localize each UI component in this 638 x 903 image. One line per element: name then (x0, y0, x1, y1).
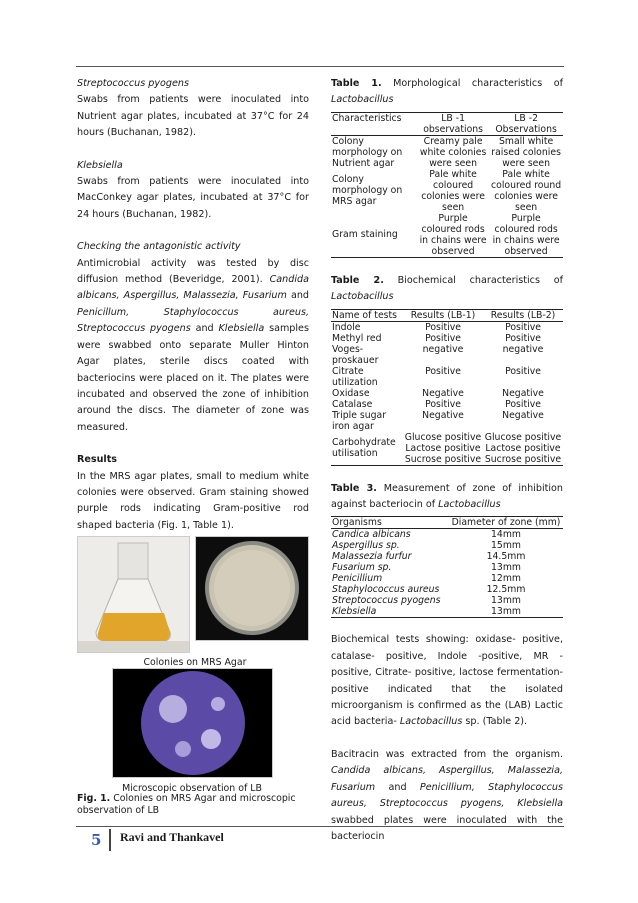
results-heading: Results (77, 454, 118, 466)
table3-header: Organisms (331, 517, 449, 529)
bottom-rule (76, 826, 564, 827)
table-row: Aspergillus sp. 15mm (332, 540, 521, 552)
table-row: Triple sugar iron agar Negative Negative (332, 409, 544, 432)
results-paragraph: In the MRS agar plates, small to medium white colonies were observed. Gram staining showed purple rods indicating Gram-positive rod shaped bacteria (Fig. 1, Table 1). (77, 470, 309, 531)
table2-header: Name of tests (331, 309, 403, 321)
table-row: Voges-proskauer negative negative (332, 343, 544, 366)
strep-paragraph: Swabs from patients were inoculated into Nutrient agar plates, incubated at 37°C for 24 hours (Buchanan, 1982). (77, 94, 309, 139)
kleb-heading: Klebsiella (77, 159, 123, 171)
antagonistic-paragraph: Antimicrobial activity was tested by disc diffusion method (Beveridge, 2001). Candida albicans, Aspergillus, Malassezia, Fusarium and Penicillum, Staphylococcus aureus, Streptococcus pyogens and Klebsiella samples were swabbed onto separate Muller Hinton Agar plates, sterile discs coated with bacteriocins were placed on it. The plates were incubated and observed the zone of inhibition around the discs. The diameter of zone was measured. (77, 257, 309, 433)
table3-title: Table 3. Measurement of zone of inhibition against bacteriocin of Lactobacillus (331, 482, 563, 511)
table-row: Oxidase Negative Negative (332, 387, 544, 399)
table1 (331, 112, 563, 258)
table-row: Penicillium 12mm (332, 573, 521, 585)
table-row: Colony morphology on Nutrient agar Creamy pale white colonies were seen Small white raised colonies were seen (332, 135, 561, 169)
table1-title: Table 1. Morphological characteristics of (331, 78, 563, 89)
photo-caption-microscopic: Microscopic observation of LB (122, 783, 262, 794)
table1-title-organism: Lactobacillus (331, 94, 394, 106)
photo-caption-colonies: Colonies on MRS Agar (143, 657, 247, 668)
table-row: Indole Positive Positive (332, 321, 541, 333)
petri-plate-photo (195, 536, 309, 641)
table-row: Streptococcus pyogens 13mm (332, 595, 521, 607)
strep-heading: Streptococcus pyogens (77, 78, 189, 89)
table-row: Citrate utilization Positive Positive (332, 365, 541, 388)
top-rule (76, 66, 564, 67)
right-column (331, 76, 563, 845)
table3-header: Diameter of zone (mm) (449, 517, 563, 529)
table2-header: Results (LB-2) (483, 309, 563, 321)
table-row: Catalase Positive Positive (332, 398, 541, 410)
biochemical-paragraph: Biochemical tests showing: oxidase- positive, catalase- positive, Indole -positive, MR -positive, Citrate- positive, lactose fermentation- positive indicated that the isolated microorganism is confirmed as the (LAB) Lactic acid bacteria- Lactobacillus sp. (Table 2). (331, 634, 563, 728)
table-row: Colony morphology on MRS agar Pale white coloured colonies were seen Pale white coloured round colonies were seen (332, 168, 562, 213)
antagonistic-heading: Checking the antagonistic activity (77, 241, 241, 253)
running-authors: Ravi and Thankavel (120, 830, 224, 844)
footer-divider (109, 829, 111, 851)
table1-header: Characteristics (331, 112, 417, 135)
bacitracin-paragraph: Bacitracin was extracted from the organism. Candida albicans, Aspergillus, Malassezia, Fusarium and Penicillium, Staphylococcus aureus, Streptococcus pyogens, Klebsiella swabbed plates were inoculated with the bacteriocin (331, 748, 563, 842)
table-row: Staphylococcus aureus 12.5mm (332, 584, 526, 596)
table1-header: LB -2 Observations (489, 112, 563, 135)
table-row: Malassezia furfur 14.5mm (332, 551, 526, 563)
table2-header: Results (LB-1) (403, 309, 483, 321)
table3 (331, 516, 563, 618)
table-row: Methyl red Positive Positive (332, 332, 541, 344)
table2-title-organism: Lactobacillus (331, 291, 394, 303)
table-row: Gram staining Purple coloured rods in chains were observed Purple coloured rods in chains were observed (331, 213, 563, 258)
table1-header: LB -1 observations (417, 112, 489, 135)
figure-caption: Fig. 1. Colonies on MRS Agar and microscopic observation of LB (77, 793, 296, 816)
table-row: Klebsiella 13mm (331, 606, 563, 618)
page-number: 5 (91, 831, 102, 849)
left-column (77, 76, 309, 534)
table-row: Candica albicans 14mm (332, 529, 521, 541)
table2 (331, 309, 563, 466)
table-row: Fusarium sp. 13mm (332, 562, 521, 574)
table2-title: Table 2. Biochemical characteristics of (331, 274, 563, 286)
microscope-photo (112, 668, 273, 778)
kleb-paragraph: Swabs from patients were inoculated into MacConkey agar plates, incubated at 37°C for 24 hours (Buchanan, 1982). (77, 176, 309, 220)
flask-photo (77, 536, 190, 653)
table-row: Carbohydrate utilisation Glucose positive Lactose positive Sucrose positive Glucose positive Lactose positive Sucrose positive (332, 431, 562, 465)
